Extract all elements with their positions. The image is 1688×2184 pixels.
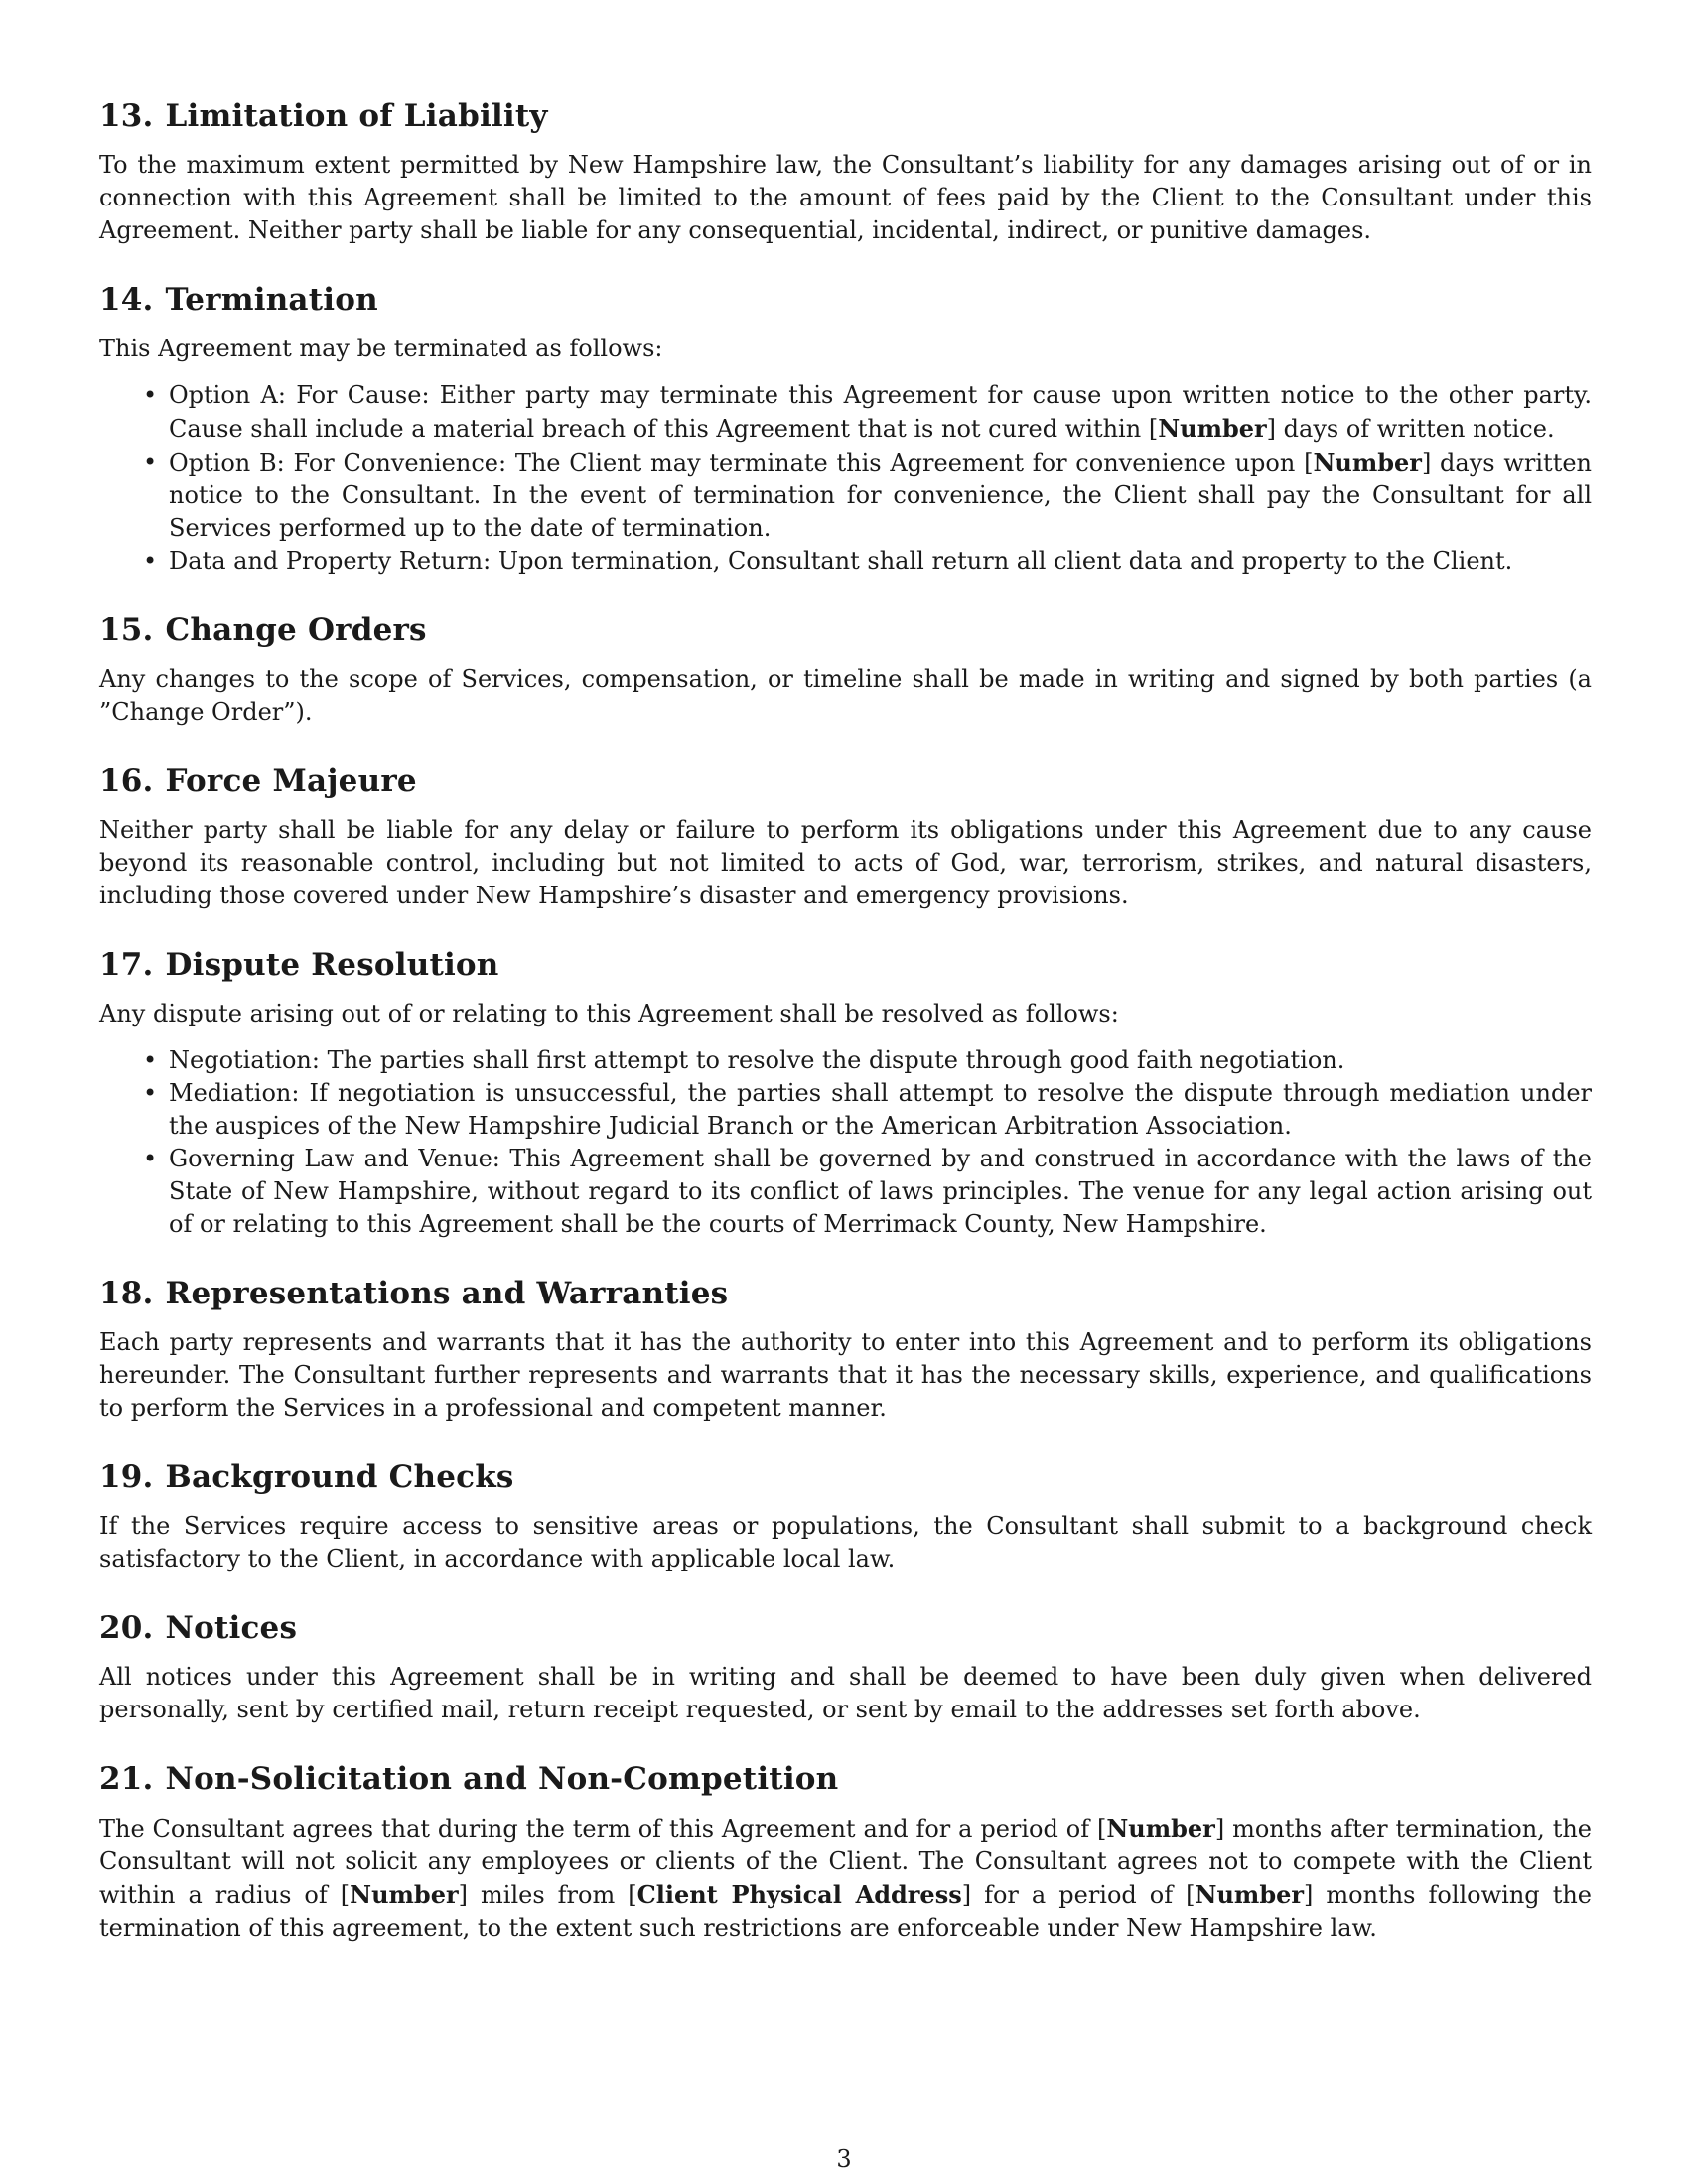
section-heading [99,1273,1592,1314]
section-paragraph: This Agreement may be terminated as follows: [99,335,663,362]
placeholder-number: Number [1106,1814,1215,1843]
list-item-option-a [143,379,1592,446]
section-title: Notices [165,1610,298,1646]
placeholder-number: Number [1313,448,1422,477]
bullet-list [99,1044,1592,1241]
page-number: 3 [836,2145,852,2173]
section-number: 16. [99,763,154,799]
placeholder-client-address: Client Physical Address [636,1880,962,1909]
section-heading [99,944,1592,986]
list-item-text: Option A: For Cause: Either party may terminate this Agreement for cause upon written notice to the other party. Cause shall include a material breach of this Agreement that is not cured within [ [169,381,1592,443]
section-paragraph [99,1812,1592,1945]
section-heading [99,1607,1592,1649]
bullet-icon: • [143,448,158,476]
bullet-icon: • [143,547,158,575]
section-paragraph: Neither party shall be liable for any delay or failure to perform its obligations under this Agreement due to any cause beyond its reasonable control, including but not limited to acts of God, war, terrorism, strikes, and natural disasters, including those covered under New Hampshire’s disaster and emergency provisions. [99,816,1592,909]
placeholder-number: Number [1195,1880,1305,1909]
section-number: 20. [99,1610,154,1646]
section-non-solicitation [99,1758,1592,1945]
placeholder-number: Number [350,1880,459,1909]
section-number: 18. [99,1276,154,1311]
list-item-text: Option B: For Convenience: The Client may terminate this Agreement for convenience upon [ [169,449,1314,477]
section-paragraph: Each party represents and warrants that it has the authority to enter into this Agreement and to perform its obligations hereunder. The Consultant further represents and warrants that it has the necessary skills, experience, and qualifications to perform the Services in a professional and competent manner. [99,1328,1592,1422]
list-item-text: Governing Law and Venue: This Agreement shall be governed by and construed in accordance with the laws of the State of New Hampshire, without regard to its conflict of laws principles. The venue for any legal action arising out of or relating to this Agreement shall be the courts of Merrimack County, New Hampshire. [169,1145,1592,1238]
section-paragraph: Any dispute arising out of or relating to this Agreement shall be resolved as follows: [99,1000,1119,1027]
section-heading [99,760,1592,802]
paragraph-text: ] months following the termination of this agreement, to the extent such restrictions are enforceable under New Hampshire law. [99,1881,1592,1942]
placeholder-number: Number [1158,414,1267,443]
paragraph-text: The Consultant agrees that during the term of this Agreement and for a period of [ [99,1815,1107,1843]
section-notices [99,1607,1592,1726]
section-background-checks [99,1456,1592,1575]
document-page [99,95,1592,1977]
bullet-list [99,379,1592,578]
list-item-text: Data and Property Return: Upon termination, Consultant shall return all client data and property to the Client. [169,547,1513,575]
section-paragraph: Any changes to the scope of Services, compensation, or timeline shall be made in writing and signed by both parties (a ”Change Order”). [99,665,1592,726]
section-paragraph: If the Services require access to sensitive areas or populations, the Consultant shall submit to a background check satisfactory to the Client, in accordance with applicable local law. [99,1512,1592,1572]
section-dispute-resolution [99,944,1592,1241]
section-title: Force Majeure [165,763,417,799]
section-change-orders [99,610,1592,729]
bullet-icon: • [143,1046,158,1074]
list-item-text: ] days of written notice. [1266,415,1555,443]
section-number: 17. [99,947,154,983]
section-title: Representations and Warranties [165,1276,729,1311]
list-item-text: Negotiation: The parties shall first attempt to resolve the dispute through good faith negotiation. [169,1046,1345,1074]
list-item-text: Mediation: If negotiation is unsuccessful, the parties shall attempt to resolve the dispute through mediation under the auspices of the New Hampshire Judicial Branch or the American Arbitration Association. [169,1079,1592,1140]
section-heading [99,1758,1592,1800]
section-title: Termination [165,282,378,318]
section-title: Background Checks [165,1459,514,1495]
section-heading [99,95,1592,137]
bullet-icon: • [143,1079,158,1107]
section-termination [99,279,1592,578]
list-item-text: ] days written notice to the Consultant. In the event of termination for convenience, the Client shall pay the Consultant for all Services performed up to the date of termination. [169,449,1592,542]
section-limitation-of-liability [99,95,1592,247]
section-title: Non-Solicitation and Non-Competition [165,1761,839,1797]
section-title: Dispute Resolution [165,947,499,983]
section-title: Change Orders [165,613,427,648]
section-heading [99,610,1592,651]
paragraph-text: ] for a period of [ [961,1881,1196,1909]
section-number: 19. [99,1459,154,1495]
section-number: 21. [99,1761,154,1797]
section-number: 14. [99,282,154,318]
list-item-governing-law [143,1143,1592,1241]
section-title: Limitation of Liability [165,98,548,134]
bullet-icon: • [143,1145,158,1172]
list-item-mediation [143,1077,1592,1143]
list-item-negotiation [143,1044,1592,1077]
list-item-option-b [143,446,1592,545]
paragraph-text: ] months after termination, the Consultant will not solicit any employees or clients of the Client. The Consultant agrees not to compete with the Client within a radius of [ [99,1815,1593,1909]
section-number: 13. [99,98,154,134]
section-heading [99,1456,1592,1498]
section-representations-warranties [99,1273,1592,1425]
section-force-majeure [99,760,1592,912]
section-paragraph: To the maximum extent permitted by New Hampshire law, the Consultant’s liability for any damages arising out of or in connection with this Agreement shall be limited to the amount of fees paid by the Client to the Consultant under this Agreement. Neither party shall be liable for any consequential, incidental, indirect, or punitive damages. [99,151,1592,244]
bullet-icon: • [143,381,158,409]
section-number: 15. [99,613,154,648]
section-heading [99,279,1592,321]
paragraph-text: ] miles from [ [458,1881,637,1909]
list-item-data-return [143,545,1592,578]
section-paragraph: All notices under this Agreement shall be in writing and shall be deemed to have been duly given when delivered personally, sent by certified mail, return receipt requested, or sent by email to the addresses set forth above. [99,1663,1592,1723]
